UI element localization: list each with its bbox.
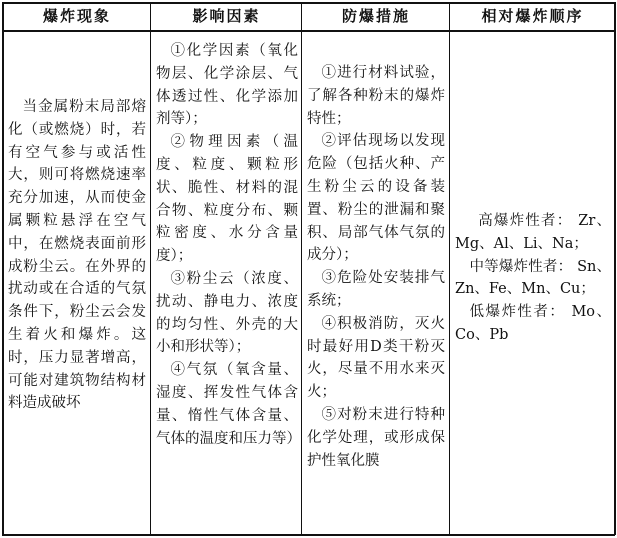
header-factors: 影响因素 xyxy=(192,7,261,25)
factors-cell xyxy=(156,40,301,450)
table-right-border xyxy=(614,2,616,535)
order-high-metals: Zr、Mg、Al、Li、Na； xyxy=(455,213,611,252)
measure-material-test: ①进行材料试验，了解各种粉末的爆炸特性； xyxy=(307,65,445,127)
measure-hazard-assessment: ②评估现场以发现危险（包括火种、产生粉尘云的设备装置、粉尘的泄漏和聚积、局部气体气氛的成分）； xyxy=(307,133,445,264)
factor-atmosphere: ④气氛（氧含量、湿度、挥发性气体含量、惰性气体含量、气体的温度和压力等） xyxy=(156,362,301,447)
phenomenon-cell xyxy=(8,96,146,415)
measure-chemical-treatment: ⑤对粉末进行特种化学处理，或形成保护性氧化膜 xyxy=(307,406,445,469)
order-medium xyxy=(455,256,611,302)
table-bottom-border xyxy=(2,534,615,536)
table-left-border xyxy=(2,2,4,535)
order-medium-label: 中等爆炸性者： xyxy=(469,258,573,275)
column-divider-2 xyxy=(301,2,302,535)
phenomenon-text: 当金属粉末局部熔化（或燃烧）时，若有空气参与或活性大，则可将燃烧速率充分加速，从而使金属颗粒悬浮在空气中，在燃烧表面前形成粉尘云。在外界的扰动或在合适的气氛条件下，粉尘云会发生着火和爆炸。这时，压力显著增高，可能对建筑物结构材料造成破坏 xyxy=(8,99,146,412)
measure-exhaust-system: ③危险处安装排气系统； xyxy=(307,270,445,309)
header-measures: 防爆措施 xyxy=(341,7,410,25)
order-low-label: 低爆炸性者： xyxy=(469,304,566,321)
header-phenomenon: 爆炸现象 xyxy=(42,7,111,25)
order-high-label: 高爆炸性者： xyxy=(478,213,573,229)
order-high xyxy=(455,210,611,256)
factor-physical: ②物理因素（温度、粒度、颗粒形状、脆性、材料的混合物、粒度分布、颗粒密度、水分含量度）； xyxy=(156,134,298,265)
factor-chemical: ①化学因素（氧化物层、化学涂层、气体透过性、化学添加剂等）； xyxy=(156,43,298,128)
measure-fire-fighting: ④积极消防，灭火时最好用D类干粉灭火，尽量不用水来灭火； xyxy=(307,315,445,401)
column-divider-3 xyxy=(449,2,450,535)
order-medium-metals: Sn、Zn、Fe、Mn、Cu； xyxy=(455,258,612,298)
order-low-metals: Mo、Co、Pb xyxy=(455,304,612,343)
order-cell xyxy=(455,210,611,347)
factor-dust-cloud: ③粉尘云（浓度、扰动、静电力、浓度的均匀性、外壳的大小和形状等）； xyxy=(156,270,298,356)
column-divider-1 xyxy=(150,2,151,535)
header-divider xyxy=(2,30,615,32)
order-low xyxy=(455,301,611,347)
header-order: 相对爆炸顺序 xyxy=(481,7,584,25)
measures-cell xyxy=(307,62,445,472)
